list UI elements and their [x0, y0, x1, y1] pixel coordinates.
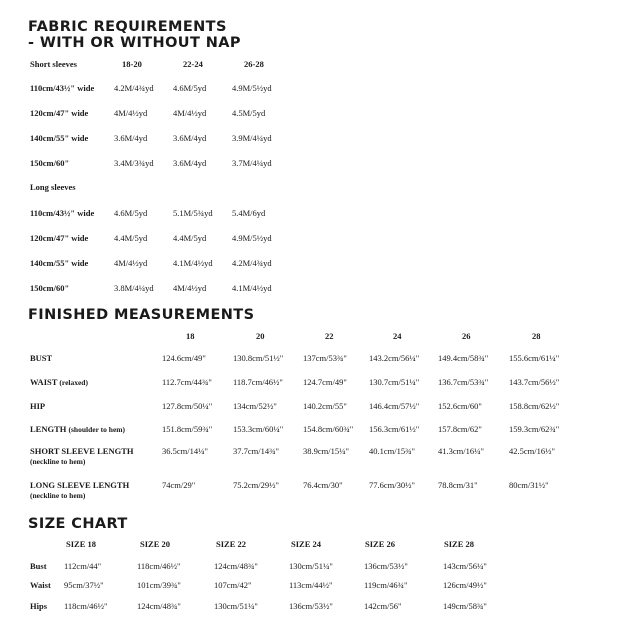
size-chart-value: 130cm/51¼" [214, 601, 258, 611]
fabric-value: 3.6M/4yd [173, 133, 207, 143]
fabric-width: 150cm/60" [30, 158, 70, 168]
fabric-value: 3.6M/4yd [114, 133, 148, 143]
finished-value: 124.6cm/49" [162, 353, 206, 363]
size-chart-label: Hips [30, 601, 48, 611]
finished-value: 154.8cm/60¾" [303, 424, 354, 434]
size-chart-value: 124cm/48¾" [137, 601, 181, 611]
fabric-value: 3.6M/4yd [173, 158, 207, 168]
size-chart-value: 136cm/53½" [364, 561, 408, 571]
fabric-value: 5.1M/5¾yd [173, 208, 213, 218]
finished-size-header: 24 [393, 331, 402, 341]
fabric-value: 4M/4½yd [114, 108, 148, 118]
size-chart-value: 119cm/46¾" [364, 580, 408, 590]
size-chart-value: 126cm/49½" [443, 580, 487, 590]
finished-value: 151.8cm/59¾" [162, 424, 213, 434]
finished-size-header: 18 [186, 331, 195, 341]
finished-value: 146.4cm/57½" [369, 401, 420, 411]
size-chart-label: Waist [30, 580, 51, 590]
size-chart-value: 136cm/53½" [289, 601, 333, 611]
finished-size-header: 28 [532, 331, 541, 341]
finished-label: WAIST (relaxed) [30, 377, 88, 387]
finished-value: 159.3cm/62¾" [509, 424, 560, 434]
finished-value: 156.3cm/61½" [369, 424, 420, 434]
finished-value: 37.7cm/14¾" [233, 446, 279, 456]
fabric-width: 140cm/55" wide [30, 133, 89, 143]
finished-label: LONG SLEEVE LENGTH (neckline to hem) [30, 480, 130, 500]
finished-value: 143.7cm/56½" [509, 377, 560, 387]
finished-title: FINISHED MEASUREMENTS [28, 307, 255, 323]
finished-size-header: 20 [256, 331, 265, 341]
finished-value: 41.3cm/16¼" [438, 446, 484, 456]
finished-value: 152.6cm/60" [438, 401, 482, 411]
fabric-value: 3.9M/4¼yd [232, 133, 272, 143]
size-chart-value: 107cm/42" [214, 580, 252, 590]
finished-value: 124.7cm/49" [303, 377, 347, 387]
size-chart-col-header: SIZE 22 [216, 539, 246, 549]
finished-label: HIP [30, 401, 46, 411]
fabric-value: 4.2M/4¾yd [114, 83, 154, 93]
finished-value: 80cm/31½" [509, 480, 549, 490]
fabric-col-header: 22-24 [183, 59, 203, 69]
fabric-width: 140cm/55" wide [30, 258, 89, 268]
finished-value: 143.2cm/56¼" [369, 353, 420, 363]
size-chart-value: 149cm/58¾" [443, 601, 487, 611]
size-chart-value: 130cm/51¼" [289, 561, 333, 571]
finished-value: 75.2cm/29½" [233, 480, 279, 490]
fabric-value: 4.5M/5yd [232, 108, 266, 118]
size-chart-col-header: SIZE 20 [140, 539, 170, 549]
size-chart-value: 143cm/56¼" [443, 561, 487, 571]
finished-value: 155.6cm/61¼" [509, 353, 560, 363]
size-chart-value: 124cm/48¾" [214, 561, 258, 571]
fabric-value: 3.4M/3¾yd [114, 158, 154, 168]
long-sleeves-label: Long sleeves [30, 182, 76, 192]
fabric-value: 4M/4½yd [173, 108, 207, 118]
finished-value: 153.3cm/60¼" [233, 424, 284, 434]
finished-value: 74cm/29" [162, 480, 196, 490]
fabric-value: 4.4M/5yd [114, 233, 148, 243]
fabric-value: 4.6M/5yd [173, 83, 207, 93]
fabric-value: 4.9M/5½yd [232, 233, 272, 243]
fabric-col-header: 18-20 [122, 59, 142, 69]
size-chart-value: 112cm/44" [64, 561, 102, 571]
fabric-value: 4.1M/4½yd [232, 283, 272, 293]
finished-value: 137cm/53¾" [303, 353, 347, 363]
fabric-value: 4M/4½yd [114, 258, 148, 268]
finished-value: 78.8cm/31" [438, 480, 478, 490]
finished-size-header: 22 [325, 331, 334, 341]
fabric-title-line2: - WITH OR WITHOUT NAP [28, 35, 241, 51]
size-chart-col-header: SIZE 24 [291, 539, 321, 549]
finished-value: 136.7cm/53¾" [438, 377, 489, 387]
finished-value: 77.6cm/30½" [369, 480, 415, 490]
finished-value: 118.7cm/46½" [233, 377, 283, 387]
finished-value: 42.5cm/16½" [509, 446, 555, 456]
fabric-col-header: 26-28 [244, 59, 264, 69]
finished-value: 158.8cm/62½" [509, 401, 560, 411]
size-chart-value: 113cm/44½" [289, 580, 333, 590]
fabric-value: 4.2M/4¾yd [232, 258, 272, 268]
finished-value: 40.1cm/15¾" [369, 446, 415, 456]
fabric-value: 4.1M/4½yd [173, 258, 213, 268]
fabric-value: 4.6M/5yd [114, 208, 148, 218]
size-chart-value: 101cm/39¾" [137, 580, 181, 590]
size-chart-col-header: SIZE 28 [444, 539, 474, 549]
fabric-width: 120cm/47" wide [30, 108, 89, 118]
size-chart-value: 118cm/46½" [64, 601, 108, 611]
fabric-value: 4.9M/5½yd [232, 83, 272, 93]
finished-label: BUST [30, 353, 53, 363]
size-chart-value: 142cm/56" [364, 601, 402, 611]
finished-value: 130.8cm/51½" [233, 353, 284, 363]
finished-value: 38.9cm/15¼" [303, 446, 349, 456]
size-chart-value: 118cm/46½" [137, 561, 181, 571]
finished-value: 140.2cm/55" [303, 401, 347, 411]
fabric-value: 3.8M/4¼yd [114, 283, 154, 293]
fabric-value: 4M/4½yd [173, 283, 207, 293]
short-sleeves-label: Short sleeves [30, 59, 77, 69]
finished-size-header: 26 [462, 331, 471, 341]
finished-label: SHORT SLEEVE LENGTH (neckline to hem) [30, 446, 134, 466]
fabric-value: 3.7M/4¼yd [232, 158, 272, 168]
finished-value: 36.5cm/14¼" [162, 446, 208, 456]
finished-label: LENGTH (shoulder to hem) [30, 424, 126, 434]
finished-value: 112.7cm/44¾" [162, 377, 212, 387]
fabric-width: 110cm/43½" wide [30, 83, 95, 93]
size-chart-value: 95cm/37½" [64, 580, 104, 590]
finished-value: 130.7cm/51¼" [369, 377, 420, 387]
fabric-width: 150cm/60" [30, 283, 70, 293]
size-chart-label: Bust [30, 561, 47, 571]
fabric-value: 5.4M/6yd [232, 208, 266, 218]
size-chart-title: SIZE CHART [28, 516, 128, 532]
finished-value: 76.4cm/30" [303, 480, 343, 490]
finished-value: 134cm/52½" [233, 401, 277, 411]
fabric-width: 120cm/47" wide [30, 233, 89, 243]
fabric-value: 4.4M/5yd [173, 233, 207, 243]
finished-value: 149.4cm/58¾" [438, 353, 489, 363]
finished-value: 157.8cm/62" [438, 424, 482, 434]
fabric-title-line1: FABRIC REQUIREMENTS [28, 19, 227, 35]
size-chart-col-header: SIZE 18 [66, 539, 96, 549]
finished-value: 127.8cm/50¼" [162, 401, 213, 411]
fabric-width: 110cm/43½" wide [30, 208, 95, 218]
size-chart-col-header: SIZE 26 [365, 539, 395, 549]
